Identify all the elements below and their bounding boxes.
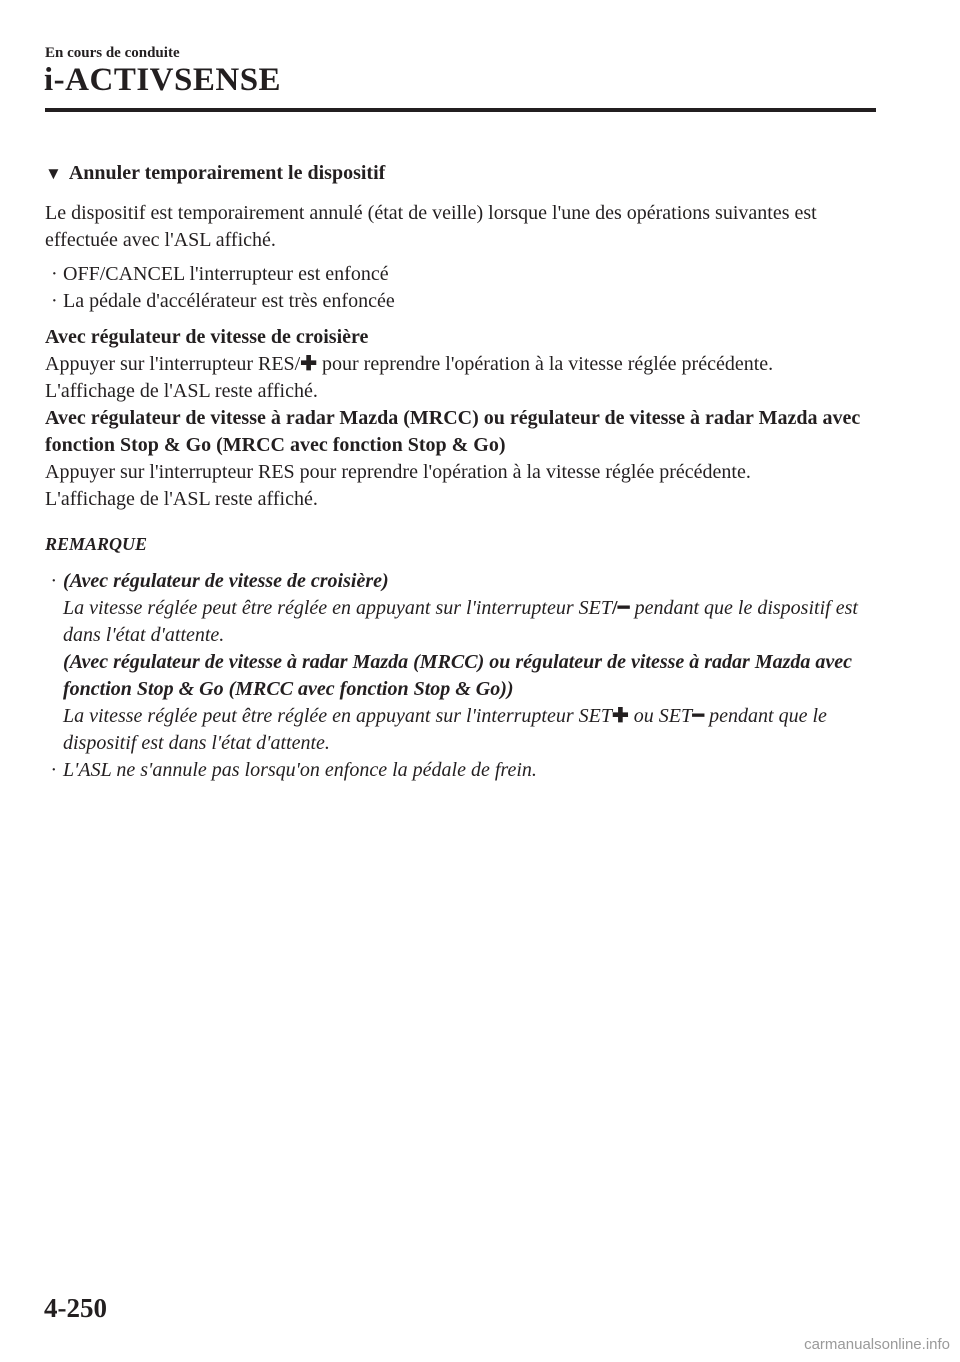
chapter-label: En cours de conduite: [45, 45, 180, 61]
plus-icon: ✚: [611, 705, 629, 727]
cruise-text-2: L'affichage de l'ASL reste affiché.: [45, 380, 318, 402]
cruise-text: Appuyer sur l'interrupteur RES/✚ pour reprendre l'opération à la vitesse réglée précédente.: [45, 353, 774, 375]
remarque-list: [45, 568, 875, 784]
page-number: 4-250: [44, 1293, 107, 1323]
list-item: · La pédale d'accélérateur est très enfoncée: [45, 288, 875, 315]
mrcc-text: Appuyer sur l'interrupteur RES pour reprendre l'opération à la vitesse réglée précédente.: [45, 461, 751, 483]
bullet-dot-icon: ·: [51, 290, 58, 312]
header-rule: [45, 108, 876, 112]
bullet-dot-icon: ·: [51, 759, 56, 781]
list-item: [45, 568, 875, 757]
plus-icon: ✚: [300, 353, 317, 375]
cruise-heading: Avec régulateur de vitesse de croisière: [45, 326, 369, 348]
remarque-heading: REMARQUE: [45, 534, 148, 554]
operation-list: [45, 261, 875, 315]
bullet-dot-icon: ·: [51, 263, 58, 285]
mrcc-text-2: L'affichage de l'ASL reste affiché.: [45, 488, 318, 510]
mrcc-heading: Avec régulateur de vitesse à radar Mazda (MRCC) ou régulateur de vitesse à radar Mazda avec fonction Stop & Go (MRCC avec fonction Stop & Go): [45, 407, 861, 456]
note-sub-text: La vitesse réglée peut être réglée en appuyant sur l'interrupteur SET✚ ou SET━ pendant que le dispositif est dans l'état d'attente.: [63, 705, 827, 754]
triangle-down-icon: ▼: [45, 164, 62, 183]
note-sub-text: La vitesse réglée peut être réglée en appuyant sur l'interrupteur SET/━ pendant que le dispositif est dans l'état d'attente.: [63, 597, 858, 646]
list-item: · OFF/CANCEL l'interrupteur est enfoncé: [45, 261, 875, 288]
page-title: i-ACTIVSENSE: [44, 62, 282, 98]
minus-icon: ━: [692, 705, 705, 727]
section-heading-text: Annuler temporairement le dispositif: [68, 162, 386, 184]
section-heading: [45, 160, 875, 187]
slash-minus-icon: /━: [611, 597, 630, 619]
note-sub-heading: (Avec régulateur de vitesse de croisière): [63, 570, 389, 592]
intro-paragraph: Le dispositif est temporairement annulé (état de veille) lorsque l'une des opérations suivantes est effectuée avec l'ASL affiché.: [45, 202, 817, 251]
watermark: carmanualsonline.info: [804, 1336, 950, 1353]
bullet-dot-icon: ·: [51, 570, 56, 592]
list-item: · L'ASL ne s'annule pas lorsqu'on enfonce la pédale de frein.: [45, 757, 875, 784]
main-content: [45, 160, 875, 784]
note-sub-heading: (Avec régulateur de vitesse à radar Mazda (MRCC) ou régulateur de vitesse à radar Mazda avec fonction Stop & Go (MRCC avec fonction Stop & Go)): [63, 651, 853, 700]
